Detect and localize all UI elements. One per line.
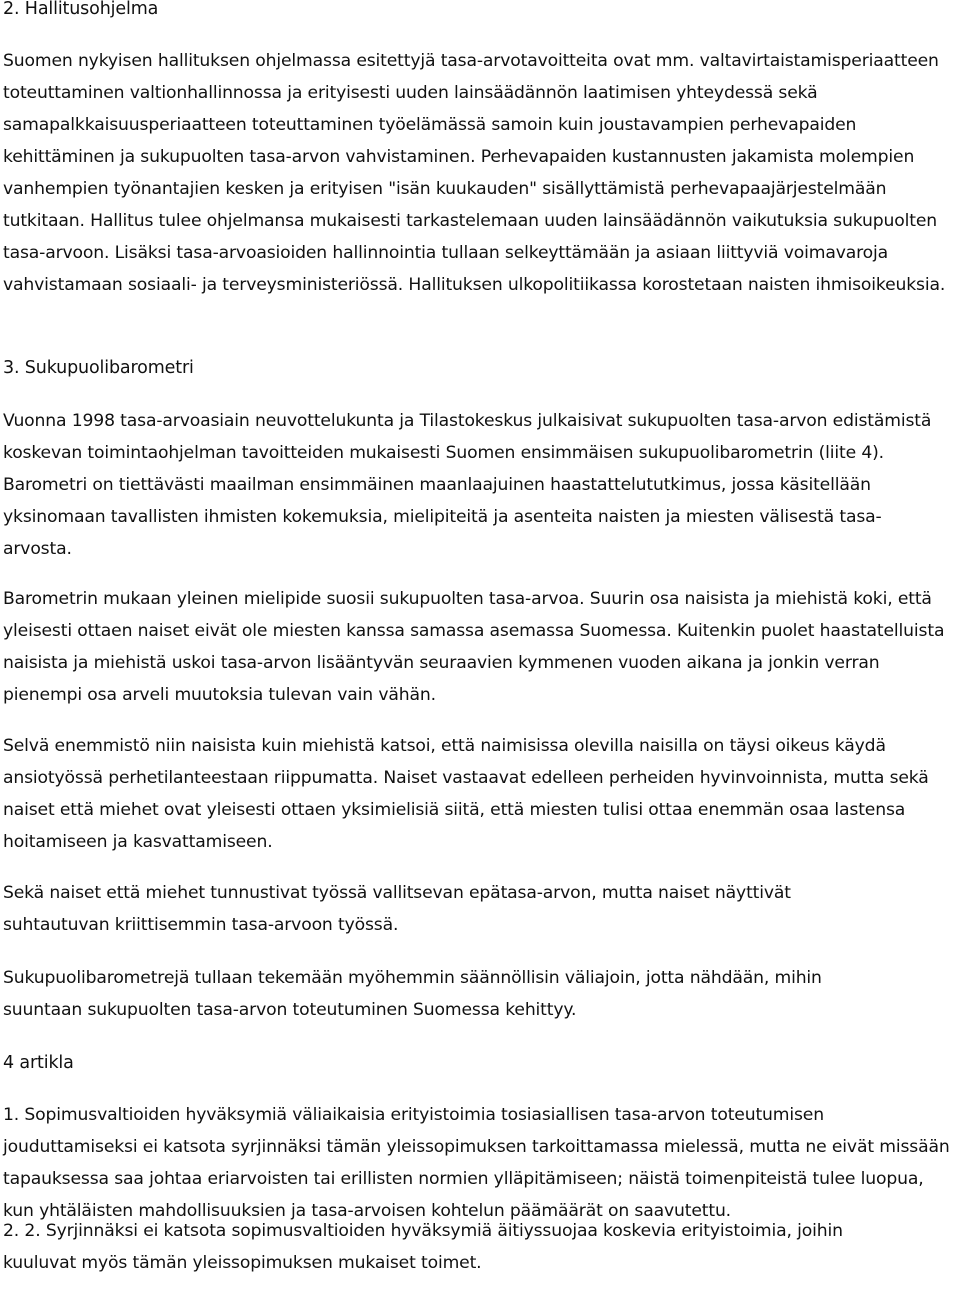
article-4-paragraph-1: 1. Sopimusvaltioiden hyväksymiä väliaikaisia erityistoimia tosiasiallisen tasa-arvon toteutumisen jouduttamiseksi ei katsota syrjinnäksi tämän yleissopimuksen tarkoittamassa mielessä, mutta ne eivät missään tapauksessa saa johtaa eriarvoisten tai erillisten normien ylläpitämiseen; näistä toimenpiteistä tulee luopua, kun yhtäläisten mahdollisuuksien ja tasa-arvoisen kohtelun päämäärät on saavutettu. <box>3 1105 950 1221</box>
paragraph-barometri-opinion: Barometrin mukaan yleinen mielipide suosii sukupuolten tasa-arvoa. Suurin osa naisista ja miehistä koki, että yleisesti ottaen naiset eivät ole miesten kanssa samassa asemassa Suomessa. Kuitenkin puolet haastatelluista naisista ja miehistä uskoi tasa-arvon lisääntyvän seuraavien kymmenen vuoden aikana ja jonkin verran pienempi osa arveli muutoksia tulevan vain vähän. <box>3 589 945 705</box>
article-4-paragraph-2: 2. 2. Syrjinnäksi ei katsota sopimusvaltioiden hyväksymiä äitiyssuojaa koskevia erityistoimia, joihin kuuluvat myös tämän yleissopimuksen mukaiset toimet. <box>3 1221 843 1273</box>
paragraph-hallitusohjelma: Suomen nykyisen hallituksen ohjelmassa esitettyjä tasa-arvotavoitteita ovat mm. valtavirtaistamisperiaatteen toteuttaminen valtionhallinnossa ja erityisesti uuden lainsäädännön laatimisen yhteydessä sekä samapalkkaisuusperiaatteen toteuttaminen työelämässä samoin kuin joustavampien perhevapaiden kehittäminen ja sukupuolten tasa-arvon vahvistaminen. Perhevapaiden kustannusten jakamista molempien vanhempien työnantajien kesken ja erityisen "isän kuukauden" sisällyttämistä perhevapaajärjestelmään tutkitaan. Hallitus tulee ohjelmansa mukaisesti tarkastelemaan uuden lainsäädännön vaikutuksia sukupuolten tasa-arvoon. Lisäksi tasa-arvoasioiden hallinnointia tullaan selkeyttämään ja asiaan liittyviä voimavaroja vahvistamaan sosiaali- ja terveysministeriössä. Hallituksen ulkopolitiikassa korostetaan naisten ihmisoikeuksia. <box>3 51 946 295</box>
paragraph-barometri-work: Sekä naiset että miehet tunnustivat työssä vallitsevan epätasa-arvon, mutta naiset näyttivät suhtautuvan kriittisemmin tasa-arvoon työssä. <box>3 883 791 935</box>
paragraph-barometri-future: Sukupuolibarometrejä tullaan tekemään myöhemmin säännöllisin väliajoin, jotta nähdään, mihin suuntaan sukupuolten tasa-arvon toteutuminen Suomessa kehittyy. <box>3 968 822 1020</box>
section-heading-hallitusohjelma: 2. Hallitusohjelma <box>3 0 159 19</box>
section-heading-sukupuolibarometri: 3. Sukupuolibarometri <box>3 358 194 378</box>
paragraph-barometri-family: Selvä enemmistö niin naisista kuin miehistä katsoi, että naimisissa olevilla naisilla on täysi oikeus käydä ansiotyössä perhetilanteestaan riippumatta. Naiset vastaavat edelleen perheiden hyvinvoinnista, mutta sekä naiset että miehet ovat yleisesti ottaen yksimielisiä siitä, että miesten tulisi ottaa enemmän osaa lastensa hoitamiseen ja kasvattamiseen. <box>3 736 929 852</box>
paragraph-barometri-intro: Vuonna 1998 tasa-arvoasiain neuvottelukunta ja Tilastokeskus julkaisivat sukupuolten tasa-arvon edistämistä koskevan toimintaohjelman tavoitteiden mukaisesti Suomen ensimmäisen sukupuolibarometrin (liite 4). Barometri on tiettävästi maailman ensimmäinen maanlaajuinen haastattelututkimus, jossa käsitellään yksinomaan tavallisten ihmisten kokemuksia, mielipiteitä ja asenteita naisten ja miesten välisestä tasa-arvosta. <box>3 411 932 559</box>
article-heading-4: 4 artikla <box>3 1053 74 1073</box>
